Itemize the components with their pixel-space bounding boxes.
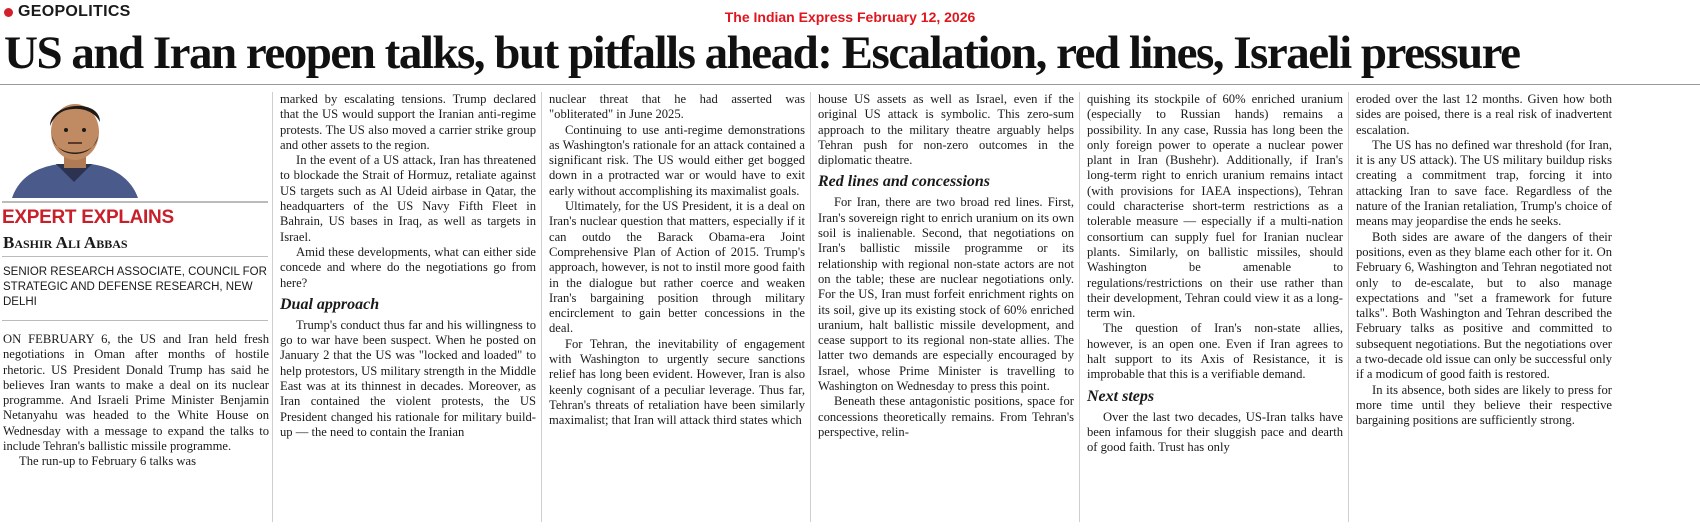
expert-divider — [2, 201, 268, 203]
column-divider — [1079, 92, 1080, 522]
author-name: Bashir Ali Abbas — [3, 233, 128, 252]
paragraph: For Tehran, the inevitability of engagement with Washington to urgently secure sanctions relief has long been evident. However, Iran is also keenly cognisant of a peculiar leverage. Thus far, Tehran's threats of retaliation have been similarly maximalist; that Iran will attack third states which — [549, 336, 805, 428]
article-column-3 — [549, 92, 805, 429]
portrait-illustration — [2, 92, 268, 198]
column-divider — [1348, 92, 1349, 522]
paragraph: Both sides are aware of the dangers of their positions, even as they blame each other for it. On February 6, Washington and Tehran negotiated not only to de-escalate, but to also manage expectations and "set a framework for future talks". Both Washington and Tehran described the February talks as positive and committed to subsequent negotiations. But the negotiations over a two-decade old issue can only be successful only if a modicum of good faith is restored. — [1356, 229, 1612, 382]
paragraph: Ultimately, for the US President, it is a deal on Iran's nuclear question that matters, especially if it can outdo the Barack Obama-era Joint Comprehensive Plan of Action of 2015. Trump's approach, however, is not to instil more good faith in the dialogue but rather coerce and weaken Iran's bargaining position through military encirclement to gain better concessions in the deal. — [549, 199, 805, 336]
paragraph: Amid these developments, what can either side concede and where do the negotiations go from here? — [280, 244, 536, 290]
article-column-1 — [3, 332, 269, 470]
article-column-6 — [1356, 92, 1612, 429]
paragraph: The question of Iran's non-state allies, however, is an open one. Even if Iran agrees to halt support to its Axis of Resistance, it is improbable that this is a verifiable demand. — [1087, 321, 1343, 382]
paragraph: nuclear threat that he had asserted was "obliterated" in June 2025. — [549, 92, 805, 122]
paragraph: Trump's conduct thus far and his willingness to go to war have been suspect. When he posted on January 2 that the US was "locked and loaded" to help protestors, US military strength in the Middle East was at its thinnest in decades. Moreover, as Iran contained the violent protests, the US President changed his rationale for military build-up — the need to contain the Iranian — [280, 317, 536, 439]
subheading: Next steps — [1087, 387, 1155, 405]
article-column-2 — [280, 92, 536, 440]
subheading: Red lines and concessions — [818, 173, 991, 191]
column-divider — [541, 92, 542, 522]
expert-explains-tag: EXPERT EXPLAINS — [2, 207, 174, 228]
paragraph: For Iran, there are two broad red lines. First, Iran's sovereign right to enrich uranium on its own soil is inalienable. Second, that negotiations on Iran's ballistic missile programme or its relationship with regional non-state actors are not on the table; these are nuclear negotiations only. For the US, Iran must forfeit enrichment rights on its soil, give up its existing stock of 60% enriched uranium, halt ballistic missile development, and cease support to its regional non-state allies. The latter two demands are especially encouraged by Israel, whose Prime Minister is travelling to Washington on Wednesday to press this point. — [818, 195, 1074, 394]
paragraph: eroded over the last 12 months. Given how both sides are poised, there is a real risk of inadvertent escalation. — [1356, 92, 1612, 137]
paragraph: Continuing to use anti-regime demonstrations as Washington's rationale for an attack contained a significant risk. The US would either get bogged down in a protracted war or would have to exit early without accomplishing its maximalist goals. — [549, 122, 805, 198]
article-column-5 — [1087, 92, 1343, 456]
paragraph: quishing its stockpile of 60% enriched uranium (especially to Russian hands) remains a possibility. In any case, Russia has long been the only foreign power to operate a nuclear power plant in Iran (Bushehr). Additionally, if Iran's long-term right to enrich uranium remains intact (with provisions for IAEA inspections), Tehran could characterise short-term restrictions as a tolerable measure — especially if a multi-nation consortium can supply fuel for Iranian nuclear plants. Similarly, on ballistic missiles, should Washington be amenable to regulations/restrictions on their use rather than their development, Tehran could view it as a long-term win. — [1087, 92, 1343, 321]
lead-rule — [2, 320, 268, 321]
paragraph: ON FEBRUARY 6, the US and Iran held fresh negotiations in Oman after months of hostile rhetoric. US President Donald Trump has said he believes Iran wants to make a deal on its nuclear programme. And Israeli Prime Minister Benjamin Netanyahu was headed to the White House on Wednesday with a message to expand the talks to include Tehran's ballistic missile programme. — [3, 332, 269, 454]
headline: US and Iran reopen talks, but pitfalls ahead: Escalation, red lines, Israeli pressure — [4, 27, 1520, 79]
paragraph: house US assets as well as Israel, even if the original US attack is symbolic. This zero-sum approach to the military theatre arguably helps Tehran push for non-zero outcomes in the diplomatic theatre. — [818, 92, 1074, 168]
author-portrait — [2, 92, 268, 198]
paragraph: Over the last two decades, US-Iran talks have been infamous for their sluggish pace and dearth of good faith. Trust has only — [1087, 409, 1343, 455]
column-divider — [810, 92, 811, 522]
paragraph: In the event of a US attack, Iran has threatened to blockade the Strait of Hormuz, retaliate against US targets such as Al Udeid airbase in Qatar, the headquarters of the US Navy Fifth Fleet in Bahrain, US bases in Iraq, as well as targets in Israel. — [280, 153, 536, 244]
masthead: The Indian Express February 12, 2026 — [724, 9, 976, 25]
paragraph: The US has no defined war threshold (for Iran, it is any US attack). The US military buildup risks creating a commitment trap, forcing it into attacking Iran to save face. Regardless of the nature of the Iranian retaliation, Trump's choice of means may jeopardise the ends he seeks. — [1356, 137, 1612, 229]
author-underline — [2, 256, 268, 257]
subheading: Dual approach — [280, 295, 380, 313]
headline-rule — [0, 84, 1700, 85]
article-column-4 — [818, 92, 1074, 440]
author-role: SENIOR RESEARCH ASSOCIATE, COUNCIL FOR STRATEGIC AND DEFENSE RESEARCH, NEW DELHI — [3, 266, 267, 308]
section-label: GEOPOLITICS — [18, 3, 131, 20]
paragraph: The run-up to February 6 talks was — [19, 454, 196, 469]
paragraph: Beneath these antagonistic positions, space for concessions theoretically remains. From Tehran's perspective, relin- — [818, 394, 1074, 439]
paragraph: marked by escalating tensions. Trump declared that the US would support the Iranian anti-regime protests. The US also moved a carrier strike group and other assets to the region. — [280, 92, 536, 152]
column-divider — [272, 92, 273, 522]
paragraph: In its absence, both sides are likely to press for more time until they believe their respective bargaining positions are sufficiently strong. — [1356, 382, 1612, 428]
